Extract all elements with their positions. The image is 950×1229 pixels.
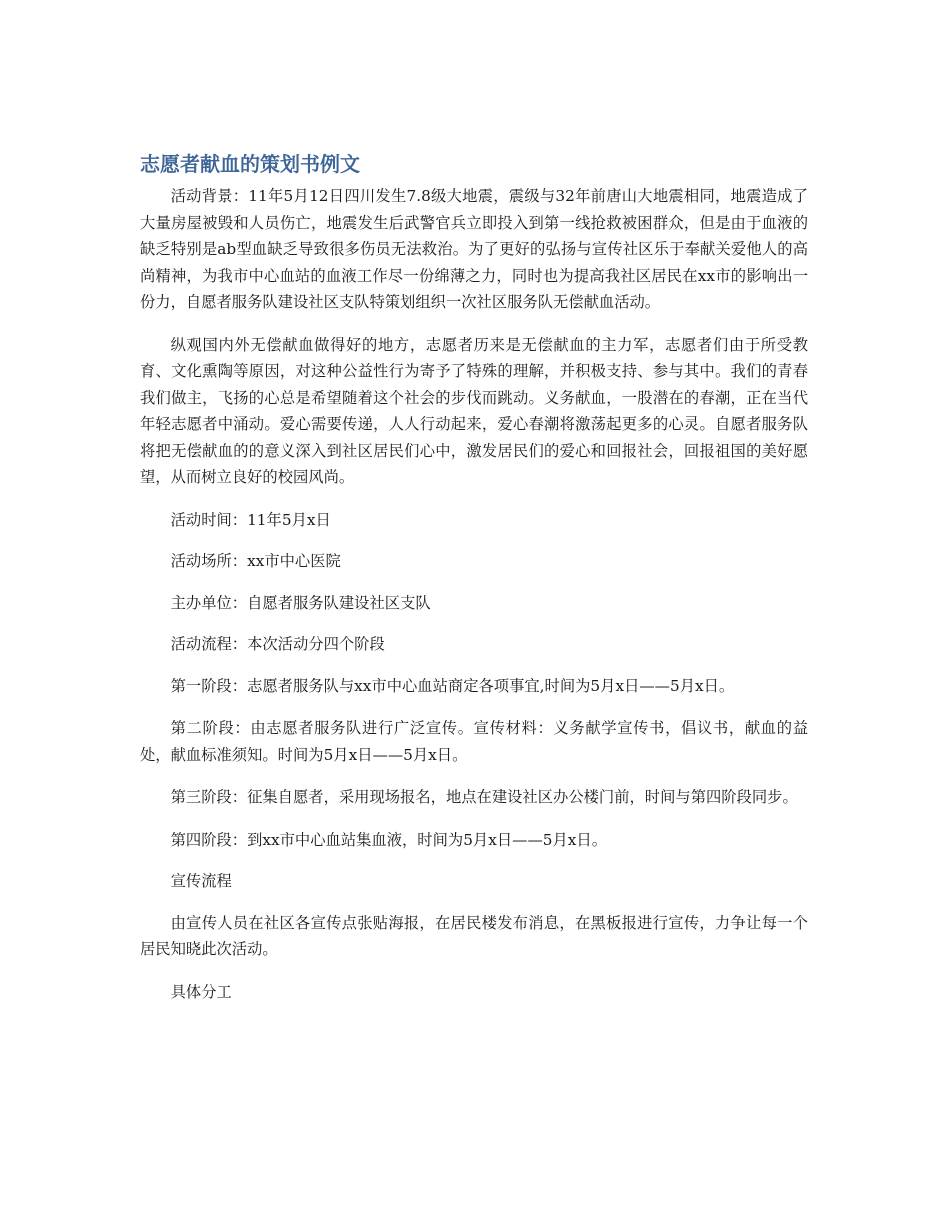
document-page [140,148,808,1020]
paragraph-publicity-heading: 宣传流程 [170,872,232,890]
paragraph-division-of-labor: 具体分工 [170,982,232,1001]
paragraph-organizer: 主办单位：自愿者服务队建设社区支队 [170,593,431,612]
paragraph-publicity-process: 由宣传人员在社区各宣传点张贴海报，在居民楼发布消息，在黑板报进行宣传，力争让每一个居民知晓此次活动。 [140,913,808,958]
paragraph-volunteer-overview: 纵观国内外无偿献血做得好的地方，志愿者历来是无偿献血的主力军，志愿者们由于所受教育、文化熏陶等原因，对这种公益性行为寄予了特殊的理解，并积极支持、参与其中。我们的青春我们做主，飞扬的心总是希望随着这个社会的步伐而跳动。义务献血，一股潜在的春潮，正在当代年轻志愿者中涌动。爱心需要传递，人人行动起来，爱心春潮将激荡起更多的心灵。自愿者服务队将把无偿献血的的意义深入到社区居民们心中，激发居民们的爱心和回报社会，回报祖国的美好愿望，从而树立良好的校园风尚。 [140,335,808,486]
paragraph-stage-four: 第四阶段：到xx市中心血站集血液，时间为5月x日——5月x日。 [170,830,607,849]
document-title: 志愿者献血的策划书例文 [140,152,360,176]
paragraph-stage-two: 第二阶段：由志愿者服务队进行广泛宣传。宣传材料：义务献学宣传书，倡议书，献血的益处，献血标准须知。时间为5月x日——5月x日。 [140,719,808,764]
paragraph-activity-venue: 活动场所：xx市中心医院 [170,552,341,570]
paragraph-background: 活动背景：11年5月12日四川发生7.8级大地震，震级与32年前唐山大地震相同，地震造成了大量房屋被毁和人员伤亡，地震发生后武警官兵立即投入到第一线抢救被困群众，但是由于血液的缺乏特别是ab型血缺乏导致很多伤员无法救治。为了更好的弘扬与宣传社区乐于奉献关爱他人的高尚精神，为我市中心血站的血液工作尽一份绵薄之力，同时也为提高我社区居民在xx市的影响出一份力，自愿者服务队建设社区支队特策划组织一次社区服务队无偿献血活动。 [140,187,808,311]
paragraph-stage-one: 第一阶段：志愿者服务队与xx市中心血站商定各项事宜,时间为5月x日——5月x日。 [170,676,735,695]
paragraph-activity-process: 活动流程：本次活动分四个阶段 [170,635,385,653]
paragraph-stage-three: 第三阶段：征集自愿者，采用现场报名，地点在建设社区办公楼门前，时间与第四阶段同步。 [170,788,798,806]
paragraph-activity-time: 活动时间：11年5月x日 [170,510,331,529]
